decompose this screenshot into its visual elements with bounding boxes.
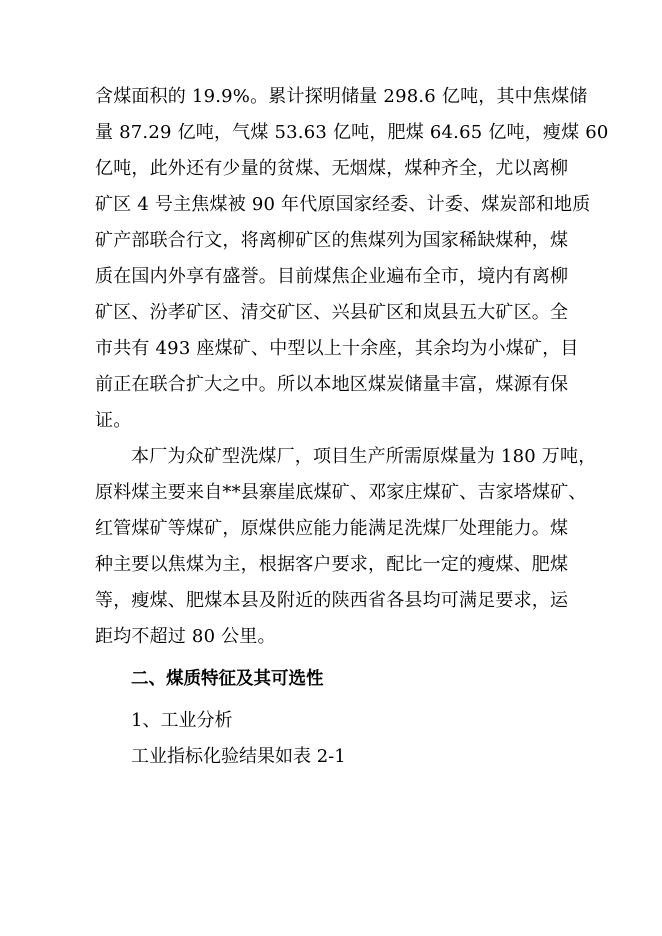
paragraph-1-line-1: 含煤面积的 19.9%。累计探明储量 298.6 亿吨，其中焦煤储 — [95, 86, 588, 107]
paragraph-1-line-9: 前正在联合扩大之中。所以本地区煤炭储量丰富，煤源有保 — [95, 374, 569, 395]
paragraph-1-line-6: 质在国内外享有盛誉。目前煤焦企业遍布全市，境内有离柳 — [95, 266, 569, 287]
paragraph-1-line-8: 市共有 493 座煤矿、中型以上十余座，其余均为小煤矿，目 — [95, 338, 579, 359]
paragraph-1-line-10: 证。 — [95, 410, 132, 431]
paragraph-2-line-4: 种主要以焦煤为主，根据客户要求，配比一定的瘦煤、肥煤 — [95, 554, 569, 575]
paragraph-1-line-4: 矿区 4 号主焦煤被 90 年代原国家经委、计委、煤炭部和地质 — [95, 194, 591, 215]
paragraph-2-line-3: 红管煤矿等煤矿，原煤供应能力能满足洗煤厂处理能力。煤 — [95, 518, 569, 539]
paragraph-2-line-1: 本厂为众矿型洗煤厂，项目生产所需原煤量为 180 万吨， — [131, 446, 597, 467]
section-heading: 二、煤质特征及其可选性 — [131, 669, 324, 689]
paragraph-1-line-7: 矿区、汾孝矿区、清交矿区、兴县矿区和岚县五大矿区。全 — [95, 302, 569, 323]
paragraph-1-line-3: 亿吨，此外还有少量的贫煤、无烟煤，煤种齐全，尤以离柳 — [95, 158, 569, 179]
paragraph-2-line-6: 距均不超过 80 公里。 — [95, 626, 276, 647]
paragraph-1-line-2: 量 87.29 亿吨，气煤 53.63 亿吨，肥煤 64.65 亿吨，瘦煤 60 — [95, 122, 609, 143]
paragraph-2-line-5: 等，瘦煤、肥煤本县及附近的陕西省各县均可满足要求，运 — [95, 590, 569, 611]
subsection-heading: 1、工业分析 — [131, 710, 233, 731]
table-reference: 工业指标化验结果如表 2-1 — [131, 746, 346, 767]
paragraph-2-line-2: 原料煤主要来自**县寨崖底煤矿、邓家庄煤矿、吉家塔煤矿、 — [95, 482, 587, 503]
paragraph-1-line-5: 矿产部联合行文，将离柳矿区的焦煤列为国家稀缺煤种，煤 — [95, 230, 569, 251]
